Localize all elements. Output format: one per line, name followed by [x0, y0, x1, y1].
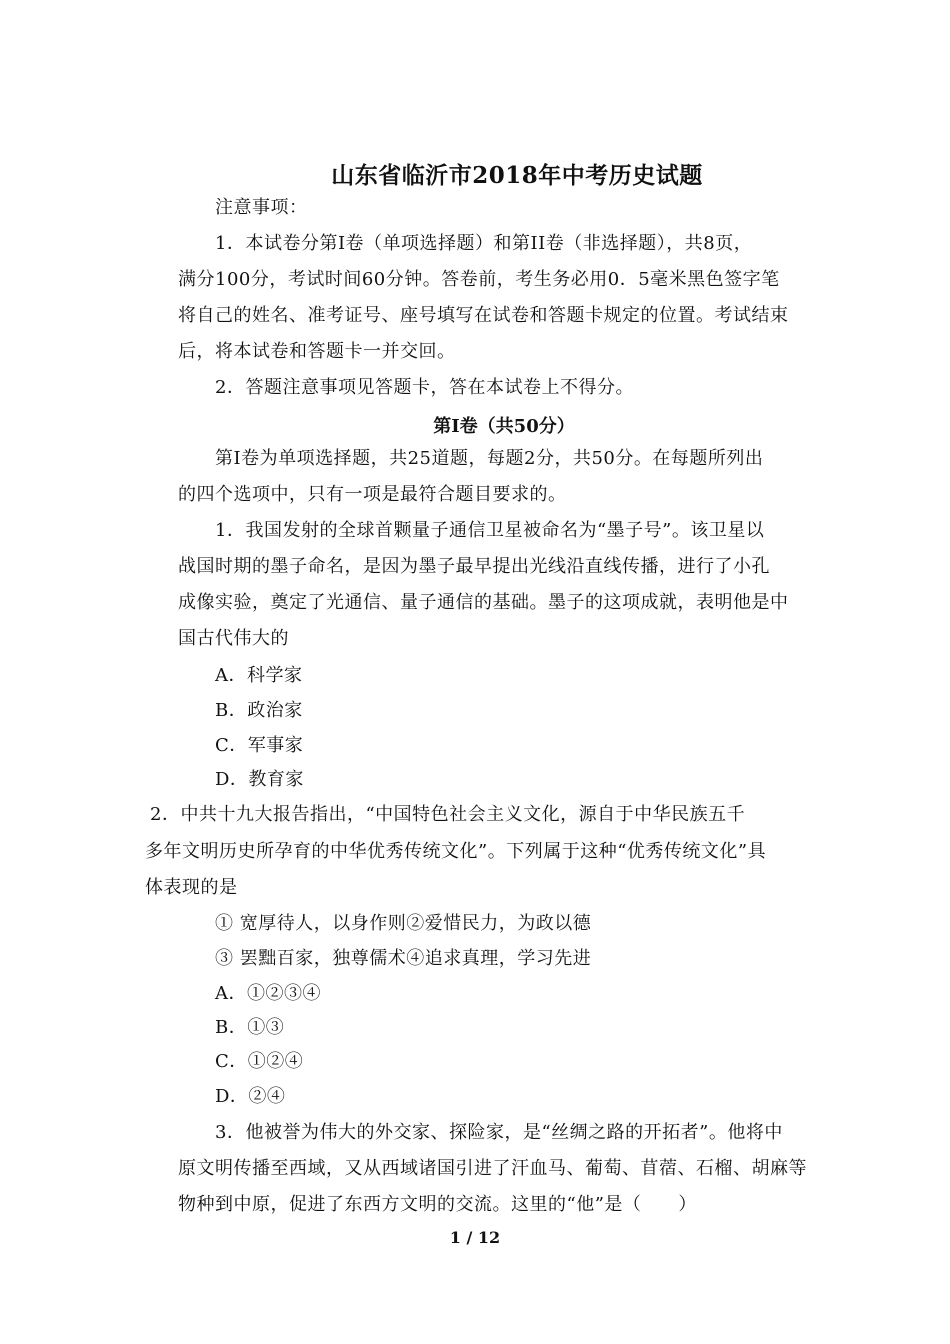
q1-option-a: A．科学家 — [215, 665, 303, 686]
q1-option-c: C．军事家 — [215, 735, 304, 756]
q2-stem-line2: 多年文明历史所孕育的中华优秀传统文化”。下列属于这种“优秀传统文化”具 — [145, 841, 767, 862]
q2-stem-line3: 体表现的是 — [145, 877, 238, 898]
q2-statement-1: ① 宽厚待人，以身作则②爱惜民力，为政以德 — [215, 913, 592, 934]
q1-option-d: D．教育家 — [215, 769, 304, 790]
q3-stem-line2: 原文明传播至西域，又从西域诸国引进了汗血马、葡萄、苜蓿、石榴、胡麻等 — [178, 1158, 807, 1179]
q1-stem-line4: 国古代伟大的 — [178, 628, 289, 649]
q3-stem-line3: 物种到中原，促进了东西方文明的交流。这里的“他”是（ ） — [178, 1194, 697, 1215]
q2-stem-line1: 2．中共十九大报告指出，“中国特色社会主义文化，源自于中华民族五千 — [150, 804, 746, 825]
notice-item1-line4: 后，将本试卷和答题卡一并交回。 — [178, 341, 456, 362]
q3-stem-line1: 3．他被誉为伟大的外交家、探险家，是“丝绸之路的开拓者”。他将中 — [215, 1122, 783, 1143]
q1-option-b: B．政治家 — [215, 700, 303, 721]
notice-item1-line3: 将自己的姓名、准考证号、座号填写在试卷和答题卡规定的位置。考试结束 — [178, 305, 789, 326]
q2-option-d: D．②④ — [215, 1086, 286, 1107]
q2-statement-2: ③ 罢黜百家，独尊儒术④追求真理，学习先进 — [215, 948, 592, 969]
section1-heading: 第Ⅰ卷（共50分） — [433, 416, 575, 437]
notice-item2: 2．答题注意事项见答题卡，答在本试卷上不得分。 — [215, 377, 634, 398]
q1-stem-line3: 成像实验，奠定了光通信、量子通信的基础。墨子的这项成就，表明他是中 — [178, 592, 789, 613]
q2-option-a: A．①②③④ — [215, 983, 321, 1004]
q2-option-b: B．①③ — [215, 1017, 285, 1038]
page-number: 1 / 12 — [449, 1228, 501, 1247]
notice-item1-line2: 满分100分，考试时间60分钟。答卷前，考生务必用0．5毫米黑色签字笔 — [178, 269, 780, 290]
section1-intro-line1: 第Ⅰ卷为单项选择题，共25道题，每题2分，共50分。在每题所列出 — [215, 448, 764, 469]
document-title: 山东省临沂市2018年中考历史试题 — [331, 162, 703, 189]
notice-heading: 注意事项： — [215, 197, 308, 218]
notice-item1-line1: 1．本试卷分第Ⅰ卷（单项选择题）和第II卷（非选择题），共8页， — [215, 233, 753, 254]
section1-intro-line2: 的四个选项中，只有一项是最符合题目要求的。 — [178, 484, 567, 505]
q2-option-c: C．①②④ — [215, 1051, 304, 1072]
q1-stem-line1: 1．我国发射的全球首颗量子通信卫星被命名为“墨子号”。该卫星以 — [215, 520, 765, 541]
q1-stem-line2: 战国时期的墨子命名，是因为墨子最早提出光线沿直线传播，进行了小孔 — [178, 556, 770, 577]
